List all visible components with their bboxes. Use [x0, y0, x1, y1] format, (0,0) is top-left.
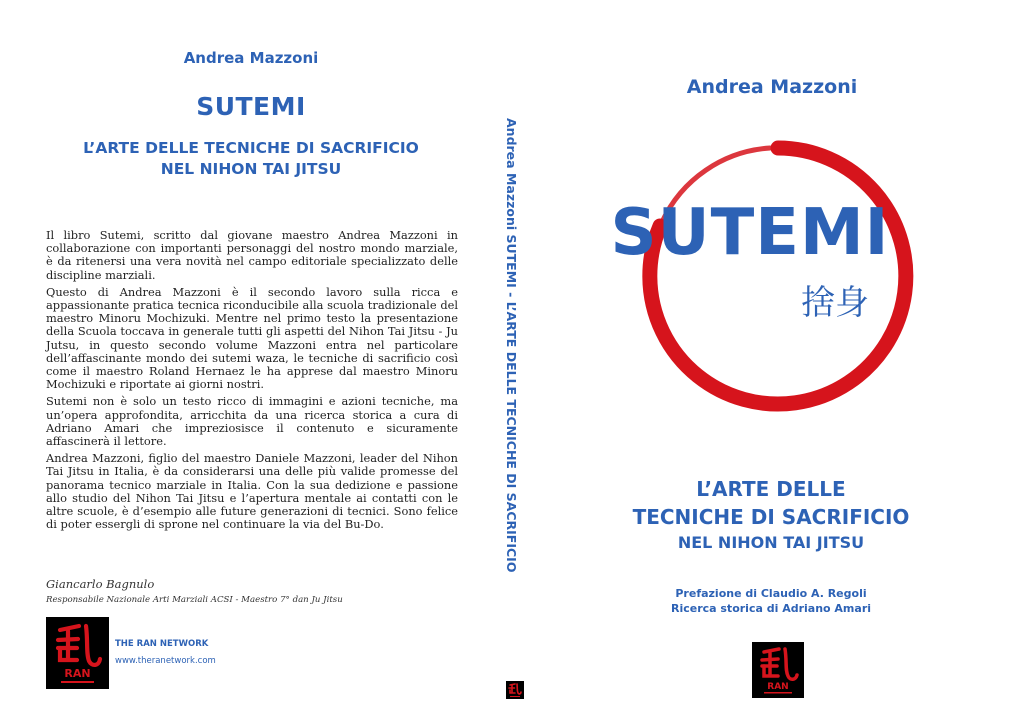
publisher-url: www.theranetwork.com [115, 656, 216, 666]
title-kanji: 捨身 [801, 283, 869, 323]
front-book-title: SUTEMI [610, 196, 890, 270]
back-author-name: Andrea Mazzoni [183, 49, 319, 67]
ran-logo [46, 617, 109, 689]
front-subtitle-line2: TECNICHE DI SACRIFICIO [632, 505, 910, 529]
signature-name: Giancarlo Bagnulo [46, 577, 155, 591]
front-subtitle-line1: L’ARTE DELLE [696, 477, 846, 501]
blurb-paragraph-2: Questo di Andrea Mazzoni è il secondo lavoro sulla ricca e appassionante pratica tecnica riconducibile alla scuola tradizionale del maestro Minoru Mochizuki. Mentre nel primo testo la presentazione della Scuola toccava in generale tutti gli aspetti del Nihon Tai Jitsu - Ju Jutsu, in questo secondo volume Mazzoni entra nel particolare dell’affascinante mondo dei sutemi waza, le tecniche di sacrificio così come il maestro Roland Hernaez le ha apprese dal maestro Minoru Mochizuki e riportate ai giorni nostri. [46, 284, 458, 392]
blurb-paragraph-1: Il libro Sutemi, scritto dal giovane maestro Andrea Mazzoni in collaborazione con importanti personaggi del nostro mondo marziale, è da ritenersi una vera novità nel campo editoriale specializzato delle discipline marziali. [46, 228, 458, 282]
back-book-title: SUTEMI [196, 92, 306, 121]
back-subtitle-line2: NEL NIHON TAI JITSU [160, 160, 342, 178]
back-subtitle-line1: L’ARTE DELLE TECNICHE DI SACRIFICIO [83, 139, 419, 157]
svg-text:RAN: RAN [767, 682, 789, 692]
preface-credit: Prefazione di Claudio A. Regoli [675, 587, 867, 600]
signature-role: Responsabile Nazionale Arti Marziali ACSI - Maestro 7° dan Ju Jitsu [46, 595, 343, 605]
publisher-name: THE RAN NETWORK [115, 639, 209, 649]
research-credit: Ricerca storica di Adriano Amari [670, 602, 872, 615]
svg-text:RAN: RAN [64, 667, 91, 680]
front-subtitle-line3: NEL NIHON TAI JITSU [677, 533, 865, 552]
front-author-name: Andrea Mazzoni [686, 76, 858, 98]
front-ran-logo [752, 642, 804, 698]
blurb-paragraph-3: Sutemi non è solo un testo ricco di immagini e azioni tecniche, ma un’opera approfondita, arricchita da una ricerca storica a cura di Adriano Amari che impreziosisce il contenuto e sicuramente affascinerà il lettore. [46, 394, 458, 449]
back-blurb [46, 229, 458, 535]
spine-ran-logo [506, 681, 524, 699]
spine-text: Andrea Mazzoni SUTEMI - L’ARTE DELLE TECNICHE DI SACRIFICIO [504, 118, 519, 573]
blurb-paragraph-4: Andrea Mazzoni, figlio del maestro Daniele Mazzoni, leader del Nihon Tai Jitsu in Italia, è da considerarsi una delle più valide promesse del panorama tecnico marziale in Italia. Con la sua dedizione e passione allo studio del Nihon Tai Jitsu e l’apertura mentale ai contatti con le altre scuole, è d’esempio alle future generazioni di tecnici. Sono felice di poter essergli di sprone nel continuare la via del Bu-Do. [46, 451, 458, 532]
